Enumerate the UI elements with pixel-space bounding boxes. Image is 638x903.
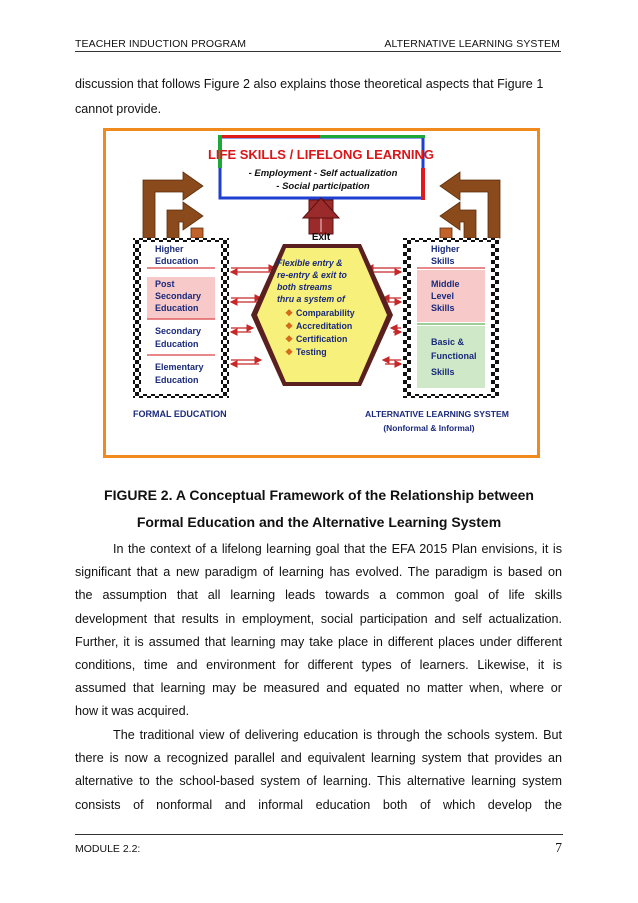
als-level-2-line-1: Middle bbox=[431, 279, 460, 289]
banner-line-1: - Employment - Self actualization bbox=[248, 168, 398, 179]
running-header-left: TEACHER INDUCTION PROGRAM bbox=[75, 38, 247, 50]
als-level-3-line-1: Basic & bbox=[431, 337, 465, 347]
bullet-icon: ❖ bbox=[285, 308, 293, 318]
formal-education-label: FORMAL EDUCATION bbox=[133, 409, 227, 419]
center-item-2: Accreditation bbox=[296, 321, 353, 331]
footer-rule bbox=[75, 834, 563, 835]
banner-title: LIFE SKILLS / LIFELONG LEARNING bbox=[207, 147, 435, 162]
paragraph-2-line-3: alternative to the school-based system of learning. This alternative learning system bbox=[75, 774, 562, 789]
formal-level-4-line-2: Education bbox=[155, 375, 199, 385]
paragraph-1-line-5: Further, it is assumed that learning may take place in different places under different bbox=[75, 634, 562, 649]
bullet-icon: ❖ bbox=[285, 347, 293, 357]
als-level-1-line-2: Skills bbox=[431, 256, 455, 266]
als-column bbox=[403, 238, 499, 398]
als-level-3-line-3: Skills bbox=[431, 367, 455, 377]
paragraph-1-line-7: assumed that learning may be measured and equated no matter when, where or bbox=[75, 681, 562, 696]
als-sublabel: (Nonformal & Informal) bbox=[383, 423, 475, 433]
running-header-right: ALTERNATIVE LEARNING SYSTEM bbox=[384, 38, 560, 50]
intro-text bbox=[75, 72, 561, 122]
caption-line-1: FIGURE 2. A Conceptual Framework of the Relationship between bbox=[104, 487, 534, 503]
formal-education-column bbox=[133, 238, 229, 398]
formal-level-1-line-2: Education bbox=[155, 256, 199, 266]
formal-level-2-line-1: Post bbox=[155, 279, 175, 289]
paragraph-2 bbox=[75, 724, 562, 817]
caption-line-2: Formal Education and the Alternative Learning System bbox=[136, 514, 502, 530]
als-level-2-line-2: Level bbox=[431, 291, 455, 301]
formal-level-1-line-1: Higher bbox=[155, 244, 184, 254]
center-item-4: Testing bbox=[296, 347, 327, 357]
paragraph-1-line-1: In the context of a lifelong learning goal that the EFA 2015 Plan envisions, it is bbox=[113, 542, 562, 556]
header-rule bbox=[75, 51, 561, 52]
bullet-icon: ❖ bbox=[285, 334, 293, 344]
paragraph-2-line-2: there is now a recognized parallel and equivalent learning system that provides an bbox=[75, 751, 562, 766]
center-line-2: re-entry & exit to bbox=[277, 270, 347, 280]
als-level-3-line-2: Functional bbox=[431, 351, 477, 361]
paragraph-1 bbox=[75, 538, 562, 724]
als-level-2-line-3: Skills bbox=[431, 303, 455, 313]
figure-2-diagram bbox=[103, 128, 540, 458]
formal-level-3-line-1: Secondary bbox=[155, 326, 202, 336]
paragraph-1-line-4: development that results in employment, social participation and self actualization. bbox=[75, 611, 562, 626]
exit-label: Exit bbox=[311, 232, 331, 243]
intro-line-2: cannot provide. bbox=[75, 102, 162, 116]
figure-caption bbox=[75, 482, 563, 536]
formal-level-4-line-1: Elementary bbox=[155, 362, 204, 372]
center-line-1: Flexible entry & bbox=[277, 258, 343, 268]
life-skills-banner bbox=[208, 135, 434, 200]
banner-line-2: - Social participation bbox=[276, 181, 370, 192]
intro-line-1: discussion that follows Figure 2 also explains those theoretical aspects that Figure 1 bbox=[75, 77, 544, 91]
center-line-4: thru a system of bbox=[277, 294, 345, 304]
footer-module-label: MODULE 2.2: bbox=[75, 843, 141, 855]
page-number: 7 bbox=[555, 840, 562, 855]
center-line-3: both streams bbox=[277, 282, 333, 292]
center-item-1: Comparability bbox=[296, 308, 355, 318]
formal-level-2-line-2: Secondary bbox=[155, 291, 202, 301]
center-item-3: Certification bbox=[296, 334, 348, 344]
formal-level-3-line-2: Education bbox=[155, 339, 199, 349]
bullet-icon: ❖ bbox=[285, 321, 293, 331]
formal-level-2-line-3: Education bbox=[155, 303, 199, 313]
paragraph-2-line-1: The traditional view of delivering education is through the schools system. But bbox=[113, 728, 562, 742]
paragraph-1-line-3: the assumption that all learning leads towards a common goal of life skills bbox=[75, 588, 562, 603]
als-level-1-line-1: Higher bbox=[431, 244, 460, 254]
als-label: ALTERNATIVE LEARNING SYSTEM bbox=[365, 409, 509, 419]
paragraph-1-line-6: conditions, time and environment for different types of learners. Likewise, it is bbox=[75, 658, 562, 673]
paragraph-1-line-2: significant that a new paradigm of learning has evolved. The paradigm is based on bbox=[75, 565, 562, 580]
paragraph-1-line-8: how it was acquired. bbox=[75, 704, 190, 719]
paragraph-2-line-4: consists of nonformal and informal education both of which develop the bbox=[75, 797, 562, 812]
